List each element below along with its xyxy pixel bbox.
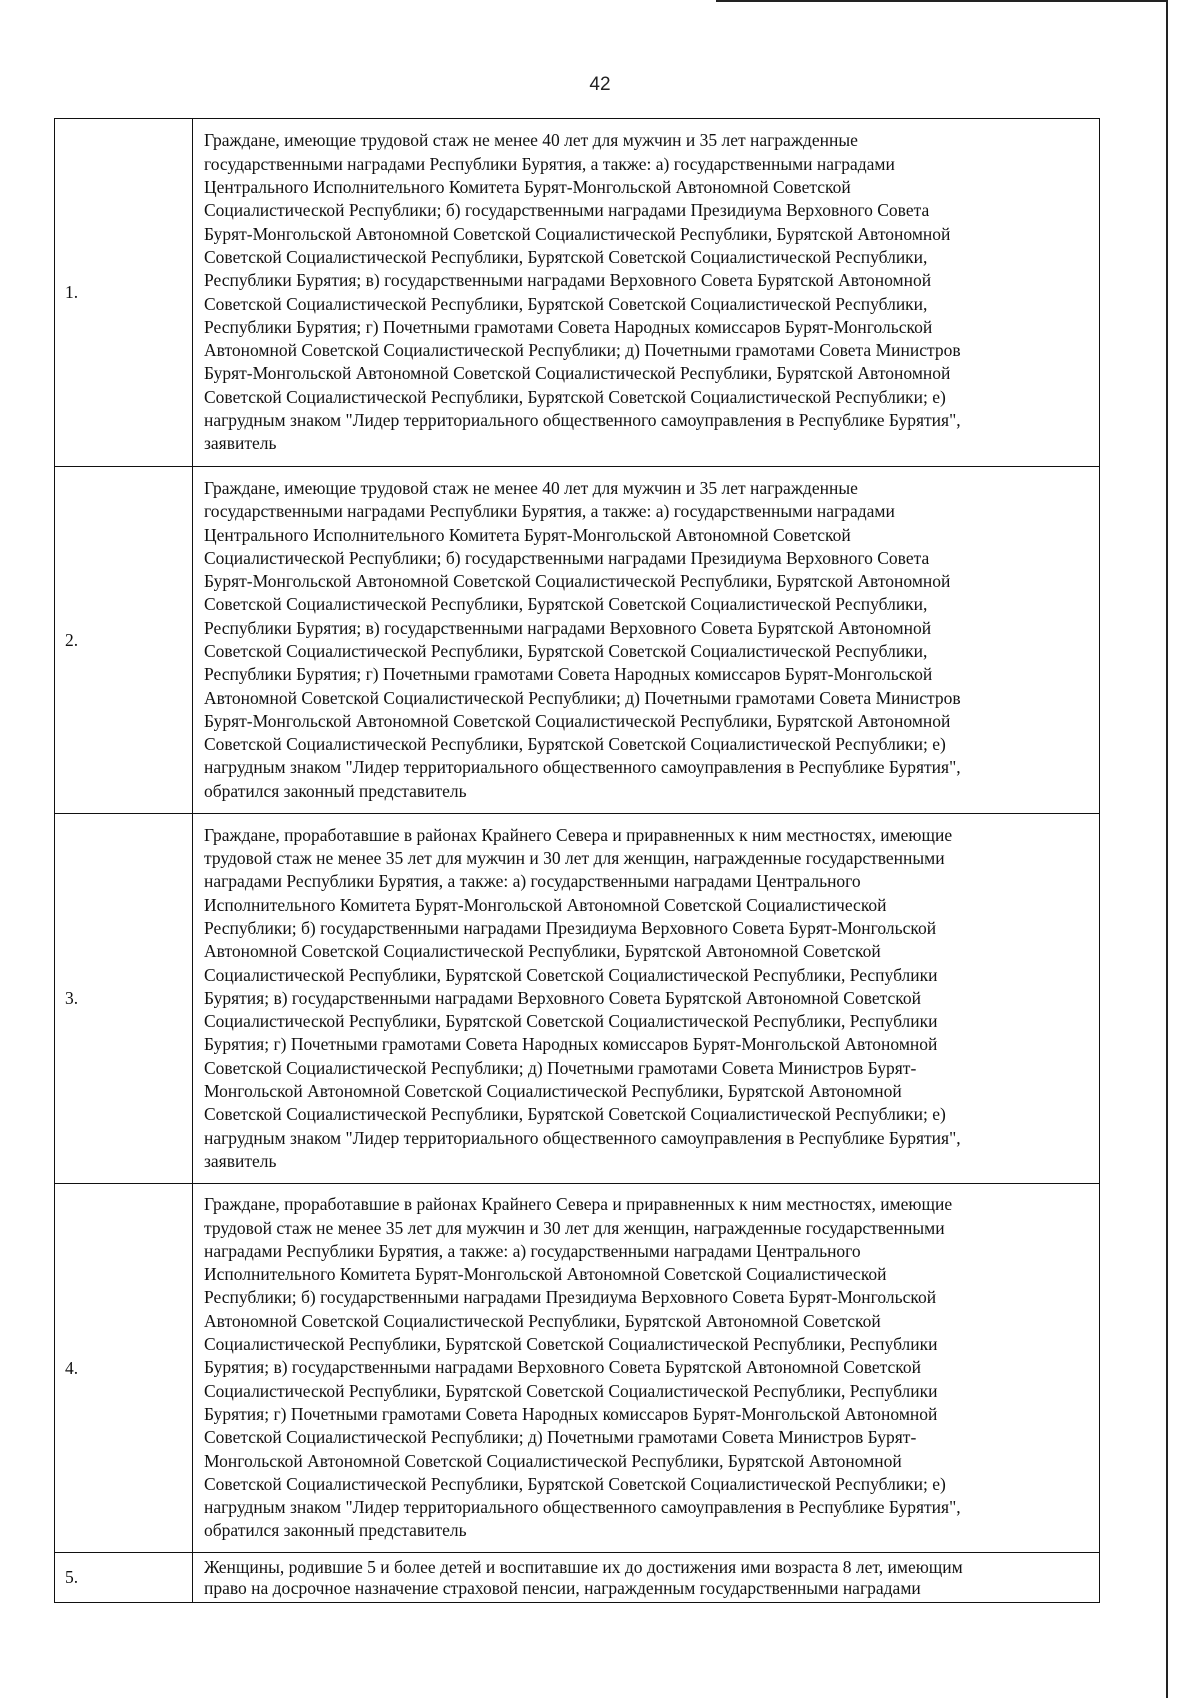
text-line: Республики Бурятия; в) государственными наградами Верховного Совета Бурятской Автономной (204, 270, 932, 291)
text-line: Бурятия; в) государственными наградами Верховного Совета Бурятской Автономной Советской (204, 987, 921, 1008)
text-line: Советской Социалистической Республики, Бурятской Советской Социалистической Республики, (204, 246, 928, 267)
text-line: Центрального Исполнительного Комитета Бурят-Монгольской Автономной Советской (204, 524, 851, 545)
row-text (193, 1184, 1100, 1553)
text-line: Советской Социалистической Республики, Бурятской Советской Социалистической Республики, (204, 641, 928, 661)
table-row (55, 119, 1100, 467)
text-line: нагрудным знаком "Лидер территориального общественного самоуправления в Республике Бурятия", (204, 1497, 961, 1518)
text-line: Бурятия; г) Почетными грамотами Совета Народных комиссаров Бурят-Монгольской Автономной (204, 1034, 938, 1055)
text-line: Автономной Советской Социалистической Республики; д) Почетными грамотами Совета Министров (204, 340, 961, 361)
text-line: Советской Социалистической Республики, Бурятской Советской Социалистической Республики; е) (204, 1104, 946, 1125)
text-line: Бурятия; в) государственными наградами Верховного Совета Бурятской Автономной Советской (204, 1357, 921, 1378)
text-line: наградами Республики Бурятия, а также: а) государственными наградами Центрального (204, 1240, 861, 1261)
text-line: трудовой стаж не менее 35 лет для мужчин и 30 лет для женщин, награжденные государственными (204, 848, 945, 869)
text-line: заявитель (204, 433, 277, 454)
text-line: Республики; б) государственными наградами Президиума Верховного Совета Бурят-Монгольской (204, 1287, 937, 1308)
row-text (193, 467, 1100, 814)
text-line: Бурят-Монгольской Автономной Советской Социалистической Республики, Бурятской Автономной (204, 710, 951, 731)
row-number: 1. (55, 119, 193, 467)
text-line: Социалистической Республики, Бурятской Советской Социалистической Республики, Республики (204, 1380, 938, 1401)
text-line: Бурятия; г) Почетными грамотами Совета Народных комиссаров Бурят-Монгольской Автономной (204, 1403, 938, 1424)
text-line: наградами Республики Бурятия, а также: а) государственными наградами Центрального (204, 871, 861, 892)
text-line: Граждане, проработавшие в районах Крайнего Севера и приравненных к ним местностях, имеющие (204, 824, 953, 845)
text-line: Граждане, имеющие трудовой стаж не менее 40 лет для мужчин и 35 лет награжденные (204, 130, 858, 151)
text-line: Республики Бурятия; г) Почетными грамотами Совета Народных комиссаров Бурят-Монгольской (204, 316, 933, 337)
text-line: нагрудным знаком "Лидер территориального общественного самоуправления в Республике Бурятия", (204, 409, 961, 430)
row-text (193, 1553, 1100, 1603)
text-line: Автономной Советской Социалистической Республики, Бурятской Автономной Советской (204, 941, 881, 962)
eligibility-table (54, 118, 1100, 1603)
table-row (55, 814, 1100, 1184)
row-text (193, 814, 1100, 1184)
text-line: Исполнительного Комитета Бурят-Монгольской Автономной Советской Социалистической (204, 894, 887, 915)
text-line: Республики Бурятия; в) государственными наградами Верховного Совета Бурятской Автономной (204, 617, 932, 638)
text-line: государственными наградами Республики Бурятия, а также: а) государственными наградами (204, 501, 895, 522)
text-line: нагрудным знаком "Лидер территориального общественного самоуправления в Республике Бурятия", (204, 1127, 961, 1148)
text-line: Социалистической Республики; б) государственными наградами Президиума Верховного Совета (204, 200, 930, 221)
text-line: Советской Социалистической Республики, Бурятской Советской Социалистической Республики, (204, 594, 928, 615)
text-line: Исполнительного Комитета Бурят-Монгольской Автономной Советской Социалистической (204, 1264, 887, 1285)
text-line: трудовой стаж не менее 35 лет для мужчин и 30 лет для женщин, награжденные государственными (204, 1217, 945, 1238)
text-line: Бурят-Монгольской Автономной Советской Социалистической Республики, Бурятской Автономной (204, 363, 951, 384)
row-number: 3. (55, 814, 193, 1184)
page-number: 42 (589, 74, 611, 95)
text-line: обратился законный представитель (204, 780, 467, 801)
text-line: Советской Социалистической Республики; д) Почетными грамотами Совета Министров Бурят- (204, 1427, 917, 1448)
text-line: Советской Социалистической Республики, Бурятской Советской Социалистической Республики; е) (204, 1473, 946, 1494)
text-line: Бурят-Монгольской Автономной Советской Социалистической Республики, Бурятской Автономной (204, 571, 951, 592)
text-line: Советской Социалистической Республики, Бурятской Советской Социалистической Республики, (204, 293, 928, 314)
text-line: Республики; б) государственными наградами Президиума Верховного Совета Бурят-Монгольской (204, 917, 937, 938)
text-line: право на досрочное назначение страховой пенсии, награжденным государственными наградами (204, 1577, 921, 1598)
table-row (55, 467, 1100, 814)
text-line: заявитель (204, 1150, 277, 1171)
row-number: 2. (55, 467, 193, 814)
scan-border-right (1166, 0, 1168, 1698)
text-line: Социалистической Республики, Бурятской Советской Социалистической Республики, Республики (204, 964, 938, 985)
row-number: 5. (55, 1553, 193, 1603)
row-number: 4. (55, 1184, 193, 1553)
text-line: Республики Бурятия; г) Почетными грамотами Совета Народных комиссаров Бурят-Монгольской (204, 664, 933, 685)
text-line: Центрального Исполнительного Комитета Бурят-Монгольской Автономной Советской (204, 177, 851, 198)
text-line: государственными наградами Республики Бурятия, а также: а) государственными наградами (204, 153, 895, 174)
text-line: Граждане, имеющие трудовой стаж не менее 40 лет для мужчин и 35 лет награжденные (204, 477, 858, 498)
text-line: Граждане, проработавшие в районах Крайнего Севера и приравненных к ним местностях, имеющие (204, 1194, 953, 1215)
text-line: Социалистической Республики; б) государственными наградами Президиума Верховного Совета (204, 547, 930, 568)
text-line: Монгольской Автономной Советской Социалистической Республики, Бурятской Автономной (204, 1081, 902, 1102)
text-line: нагрудным знаком "Лидер территориального общественного самоуправления в Республике Бурятия", (204, 757, 961, 778)
text-line: Социалистической Республики, Бурятской Советской Социалистической Республики, Республики (204, 1011, 938, 1032)
text-line: Советской Социалистической Республики, Бурятской Советской Социалистической Республики; е) (204, 734, 946, 755)
text-line: Социалистической Республики, Бурятской Советской Социалистической Республики, Республики (204, 1334, 938, 1355)
text-line: Автономной Советской Социалистической Республики, Бурятской Автономной Советской (204, 1310, 881, 1331)
text-line: обратился законный представитель (204, 1520, 467, 1541)
text-line: Монгольской Автономной Советской Социалистической Республики, Бурятской Автономной (204, 1450, 902, 1471)
text-line: Женщины, родившие 5 и более детей и воспитавшие их до достижения ими возраста 8 лет, имеющим (204, 1556, 963, 1577)
row-text (193, 119, 1100, 467)
table-row (55, 1553, 1100, 1603)
table-row (55, 1184, 1100, 1553)
text-line: Автономной Советской Социалистической Республики; д) Почетными грамотами Совета Министров (204, 687, 961, 708)
scan-border-top (716, 0, 1166, 2)
text-line: Советской Социалистической Республики, Бурятской Советской Социалистической Республики; е) (204, 386, 946, 407)
text-line: Советской Социалистической Республики; д) Почетными грамотами Совета Министров Бурят- (204, 1057, 917, 1078)
text-line: Бурят-Монгольской Автономной Советской Социалистической Республики, Бурятской Автономной (204, 223, 951, 244)
